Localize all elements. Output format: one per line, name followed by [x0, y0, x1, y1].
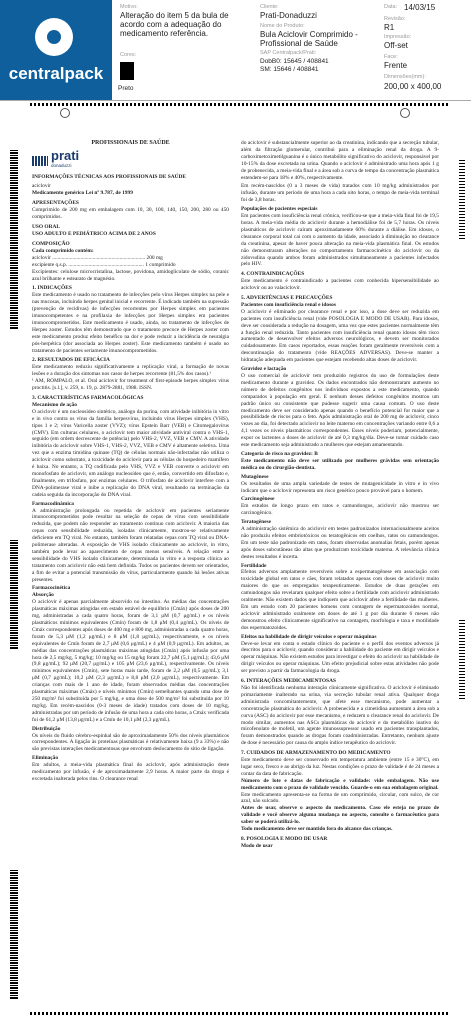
alcance-criancas-text: Todo medicamento deve ser mantido fora do alcance das crianças. [241, 826, 393, 833]
fertilidade-heading: Fertilidade [241, 562, 267, 569]
carcinogenese-text: Em estudos de longo prazo em ratos e camundongos, aciclovir não mostrou ser carcinogênico. [241, 503, 439, 517]
side-barcode-bottom [10, 870, 18, 1000]
revisao-label: Revisão: [384, 16, 406, 22]
prati-logo [32, 147, 229, 170]
aspecto-text: Este medicamento apresenta-se na forma de um comprimido, circular, com sulco, de cor azul, não sulcado. [241, 791, 439, 805]
interacoes-text: Não foi identificada nenhuma interação clinicamente significativa. O aciclovir é eliminado primariamente inalterado na urina, via secreção tubular renal ativa. Qualquer droga administrada concomitantemente, que afete esse mecanismo, pode aumentar a concentração plasmática do aciclovir. A probenecida e a cimetidina aumentam a área sob a curva (ASC) do aciclovir por esse mecanismo, e reduzem o clearance renal do aciclovir. De modo similar, aumentos nas ASCs plasmáticas do aciclovir e do metabólito inativo do micofenolato de mofetil, um agente imunossupressor usado em pacientes transplantados, foram demonstrados quando as drogas foram coadministradas. Entretanto, nenhum ajuste de dose é necessário por causa do amplo índice terapêutico do aciclovir. [241, 684, 439, 747]
eliminacao-text: Em adultos, a meia-vida plasmática final do aciclovir, após administração deste medicamento por infusão, é de aproximadamente 2,9 horas. A maior parte da droga é excretada inalterada pelos rins. O clearance renal [32, 762, 229, 782]
eficacia-reference: ¹ AM, ROMPALO, et al. Oral aciclovir for treatment of first-episode herpes simplex virus proctitis. [s.l.], v. 259, n. 19, p. 2879-2881, 1988. ISSN. [32, 378, 229, 392]
sap-label: SAP Centralpack/Prati: [260, 50, 317, 56]
insuficiencia-renal-text: O aciclovir é eliminado por clearance renal e por isso, a dose deve ser reduzida em pacientes com insuficiência renal (vide POSOLOGIA E MODO DE USAR). Para idosos, deve ser considerada a redução na dosagem, uma vez que estes pacientes normalmente têm a função renal reduzida. Tanto pacientes com insuficiência renal quanto idosos têm risco aumentado de desenvolver efeitos adversos neurológicos, e devem ser monitorados cuidadosamente. Em casos reportados, essas reações foram geralmente reversíveis com a descontinuação do tratamento (vide REAÇÕES ADVERSAS). Deve-se manter a hidratação adequada em pacientes que estejam recebendo altas doses de aciclovir. [241, 308, 439, 364]
populacoes-text: Em pacientes com insuficiência renal crônica, verificou-se que a meia-vida final foi de 19,5 horas. A meia-vida média do aciclovir durante a hemodiálise foi de 5,7 horas. Os níveis plasmáticos de aciclovir caíram aproximadamente 60% durante a diálise. Em idosos, o clearance corporal total cai com o aumento da idade, associado à diminuição no clearance da creatinina, apesar de haver pouca alteração na meia-vida plasmática final. Os estudos não demonstraram alterações no comportamento farmacocinético do aciclovir ou da zidovudina quando ambos foram administrados simultaneamente a pacientes infectados pelo HIV. [241, 213, 439, 268]
data-value: 14/03/15 [404, 3, 436, 12]
impressao-value: Off-set [384, 41, 408, 50]
modo-usar-heading: Modo de usar [241, 842, 273, 849]
posologia-heading: 8. POSOLOGIA E MODO DE USAR [241, 836, 328, 842]
motivo-label: Motivo: [120, 4, 138, 10]
teratogenese-text: A administração sistêmica do aciclovir em testes padronizados internacionalmente aceitos não produziu efeitos embriotóxicos ou teratogênicos em coelhos, ratos ou camundongos. Em um teste não padronizado em ratos, foram observadas anomalias fetais, porém apenas após doses subcutâneas tão altas que produziram toxicidade materna. A relevância clínica destes resultados é incerta. [241, 526, 439, 560]
info-title: INFORMAÇÕES TÉCNICAS AOS PROFISSIONAIS DE SAÚDE [32, 173, 187, 180]
armazenamento-text: Este medicamento deve ser conservado em temperatura ambiente (entre 15 e 30°C), em lugar seco, fresco e ao abrigo da luz. Nestas condições o prazo de validade é de 24 meses a contar da data de fabricação. [241, 757, 439, 777]
carcinogenese-heading: Carcinogênese [241, 496, 275, 503]
populacoes-heading: Populações de pacientes especiais [241, 206, 318, 213]
composicao-line-2: excipiente q.s.p. ........................................................ 1 comprimido [32, 261, 176, 268]
uso-adulto-text: USO ADULTO E PEDIÁTRICO ACIMA DE 2 ANOS [32, 231, 156, 238]
print-control-bar-bottom [30, 1012, 450, 1015]
dimensoes-label: Dimensões(mm): [384, 74, 426, 80]
farmacocinetica-heading: Farmacocinética [32, 585, 71, 592]
indicacoes-text: Este medicamento é usado no tratamento de infecções pelo vírus Herpes simplex na pele e nas mucosas, incluindo herpes genital inicial e recorrente. É indicado também na supressão (prevenção de recidivas) de infecções recorrentes por Herpes simplex em pacientes imunocompetentes e na profilaxia de infecções por Herpes simplex em pacientes imunocomprometidos. Este medicamento é usado, ainda, no tratamento de infecções de Herpes zoster. Estudos têm demonstrado que o tratamento precoce de Herpes zoster com este medicamento produz efeito benéfico na dor e pode reduzir a incidência de neuralgia pós-herpética (dor associada ao Herpes zoster). Este medicamento também é usado no tratamento de pacientes seriamente imunocomprometidos. [32, 292, 229, 354]
sap-value-2: SM: 15646 / 408841 [260, 66, 319, 73]
sap-value-1: DobB0: 15645 / 408841 [260, 58, 329, 65]
teratogenese-heading: Teratogênese [241, 519, 272, 526]
side-barcode-top [10, 150, 18, 330]
registration-mark-icon [60, 108, 70, 118]
cliente-value: Prati-Donaduzzi [260, 11, 317, 20]
fertilidade-text: Efeitos adversos amplamente reversíveis sobre a espermatogênese em associação com toxicidade global em ratos e cães, foram relatados apenas com doses de aciclovir muito maiores do que os empregados terapeuticamente. Estudos de duas gerações em camundongos não revelaram qualquer efeito sobre a fertilidade com aciclovir administrado oralmente. Não existem dados que indiquem que aciclovir afete a fertilidade das mulheres. Em um estudo com 20 pacientes homens com contagem de espermatozoides normal, aciclovir administrado oralmente em doses de até 1 g por dia durante 6 meses não demonstrou efeito clinicamente significativo na contagem, morfologia e taxa e motilidade dos espermatozoides. [241, 569, 439, 631]
produto-value: Bula Aciclovir Comprimido - Profissional de Saúde [260, 30, 358, 48]
print-control-bar-top [30, 103, 450, 106]
gravidez-heading: Gravidez e lactação [241, 366, 287, 373]
apresentacoes-text: Comprimido de 200 mg em embalagem com 10, 30, 100, 140, 150, 200, 280 ou 450 comprimidos. [32, 207, 229, 221]
eficacia-text: Este medicamento reduziu significativamente a replicação viral, a formação de novas lesões e a duração dos sintomas nos casos de herpes recorrente (81,5% dos casos).¹ [32, 364, 229, 378]
audience-title: PROFISSIONAIS DE SAÚDE [91, 140, 170, 146]
composicao-excipients: Excipientes: celulose microcristalina, lactose, povidona, amidoglicolato de sódio, coranic azul brilhante e estearato de magnésio. [32, 268, 229, 282]
color-swatch [120, 62, 134, 80]
contraindicacoes-heading: 4. CONTRAINDICAÇÕES [241, 271, 305, 278]
categoria-risco-text: Este medicamento não deve ser utilizado por mulheres grávidas sem orientação médica ou do cirurgião-dentista. [241, 457, 439, 471]
clearance-text: do aciclovir é substancialmente superior ao da creatinina, indicando que a secreção tubular, além da filtração glomerular, contribui para a eliminação renal da droga. A 9-carboximetoximetilguanina é o único metabólito significativo do aciclovir, responsável por 10-15% da dose excretada na urina. Quando o aciclovir é administrado uma hora após 1 g de probenecida, a meia-vida final e a área sob a curva de tempo da concentração plasmática estendem-se para 18% e 40%, respectivamente. [241, 140, 439, 181]
registration-mark-icon [400, 108, 410, 118]
distribuicao-heading: Distribuição [32, 725, 61, 732]
composicao-line-1: aciclovir ..................................................................... 200 mg [32, 254, 163, 261]
centralpack-logo-icon [35, 18, 73, 56]
produto-label: Nome do Produto: [260, 23, 305, 29]
drug-name: aciclovir [32, 182, 51, 189]
side-bar-right-bottom [459, 620, 465, 700]
observe-aspecto-text: Antes de usar, observe o aspecto do medicamento. Caso ele esteja no prazo de validade e você observe alguma mudança no aspecto, consulte o farmacêutico para saber se poderá utilizá-lo. [241, 805, 439, 826]
gravidez-text: O uso comercial de aciclovir tem produzido registros do uso de formulações deste medicamento durante a gravidez. Os dados encontrados não demonstraram aumento no número de defeitos congênitos nos indivíduos expostos a este medicamento, quando comparados à população em geral. E nenhum desses defeitos congênitos mostrou um padrão único ou consistente que pudesse sugerir uma causa comum. O uso deste medicamento deve ser considerado apenas quando o benefício potencial for maior que a possibilidade de riscos para o feto. Após administração oral de 200 mg de aciclovir, cinco vezes ao dia, foi detectado aciclovir no leite materno em concentrações variando entre 0,6 a 4,1 vezes os níveis plasmáticos correspondentes. Esses níveis poderiam, potencialmente, expor os lactentes a doses de aciclovir de até 0,3 mg/kg/dia. Deve-se tomar cuidado caso este medicamento seja administrado a mulheres que estejam amamentando. [241, 373, 439, 449]
uso-oral-heading: USO ORAL [32, 224, 61, 231]
mecanismo-heading: Mecanismo de ação [32, 401, 77, 408]
composicao-heading: COMPOSIÇÃO [32, 240, 70, 247]
revisao-value: R1 [384, 23, 395, 32]
dimensoes-value: 200,00 x 400,00 [384, 82, 442, 91]
job-header [0, 0, 471, 101]
insuficiencia-renal-heading: Pacientes com insuficiência renal e idosos [241, 301, 336, 308]
data-label: Data: [384, 4, 398, 10]
interacoes-heading: 6. INTERAÇÕES MEDICAMENTOSAS [241, 678, 337, 685]
mutagenese-heading: Mutagênese [241, 473, 269, 480]
composicao-sub: Cada comprimido contém: [32, 247, 94, 254]
impressao-label: Impressão: [384, 34, 412, 40]
cor-value: Preto [118, 85, 134, 92]
armazenamento-heading: 7. CUIDADOS DE ARMAZENAMENTO DO MEDICAMENTO [241, 750, 391, 757]
absorcao-text: O aciclovir é apenas parcialmente absorvido no intestino. As médias das concentrações plasmáticas máximas atingidas em estado estável de equilíbrio (Cmáx) após doses de 200 mg, administradas a cada quatro horas, foram de 3,1 μM (0,7 μg/mL) e os níveis plasmáticos mínimos equivalentes (Cmín) foram de 1,8 μM (0,4 μg/mL). Os níveis de Cmáx correspondentes após doses de 400 mg e 800 mg, administradas a cada quatro horas, foram de 5,3 μM (1,2 μg/mL) e 8 μM (1,8 μg/mL), respectivamente, e os níveis equivalentes de Cmín foram de 2,7 μM (0,6 μg/mL) e 4 μM (0,9 μg/mL). Em adultos, as médias das concentrações plasmáticas máximas atingidas (Cmáx) após infusão por uma hora de 2,5 mg/kg, 5 mg/kg; 10 mg/kg ou 15 mg/kg foram 22,7 μM (5,1 μg/mL); 43,6 μM (9,8 μg/mL); 92 μM (20,7 μg/mL) e 105 μM (23,6 μg/mL), respectivamente. Os níveis mínimos equivalentes (Cmín), sete horas mais tarde, foram de 2,2 μM (0,5 μg/mL); 3,1 μM (0,7 μg/mL); 10,2 μM (2,3 μg/mL) e 8,8 μM (2,0 μg/mL), respectivamente. Em crianças com mais de 1 ano de idade, foram observados médias das concentrações plasmáticas máximas (Cmáx) e níveis mínimos (Cmín) semelhantes quando uma dose de 250 mg/m² foi substituída por 5 mg/kg, e uma dose de 500 mg/m² foi substituída por 10 mg/kg. Em recém-nascidos (0-3 meses de idade) tratados com doses de 10 mg/kg, administradas por um período de infusão de uma hora a cada oito horas, a Cmáx verificada foi de 61,2 μM (13,8 μg/mL) e a Cmín de 10,1 μM (2,3 μg/mL). [32, 599, 229, 723]
distribuicao-text: Os níveis do fluido cérebro-espinhal são de aproximadamente 50% dos níveis plasmáticos correspondentes. A ligação às proteínas plasmáticas é relativamente baixa (9 a 33%) e não são previstas interações medicamentosas que envolvam deslocamento do sítio de ligação. [32, 732, 229, 753]
advertencias-heading: 5. ADVERTÊNCIAS E PRECAUÇÕES [241, 295, 333, 302]
absorcao-heading: Absorção [32, 592, 54, 599]
categoria-risco-heading: Categoria de risco na gravidez: B [241, 450, 318, 457]
dirigir-heading: Efeitos na habilidade de dirigir veículos e operar máquinas [241, 633, 377, 640]
cliente-label: Cliente: [260, 4, 279, 10]
indicacoes-heading: 1. INDICAÇÕES [32, 285, 72, 292]
eliminacao-heading: Eliminação [32, 755, 59, 762]
face-value: Frente [384, 61, 408, 70]
side-bar-right-top [459, 160, 465, 240]
farmacodinamica-heading: Farmacodinâmica [32, 500, 74, 507]
contraindicacoes-text: Este medicamento é contraindicado a pacientes com conhecida hipersensibilidade ao aciclovir ou ao valaciclovir. [241, 278, 439, 292]
leaflet-right-column [241, 140, 439, 850]
apresentacoes-heading: APRESENTAÇÕES [32, 200, 79, 207]
side-barcode-middle [10, 540, 18, 650]
caracteristicas-heading: 3. CARACTERÍSTICAS FARMACOLÓGICAS [32, 395, 144, 401]
farmacodinamica-text: A administração prolongada ou repetida de aciclovir em pacientes seriamente imunocomprometidos pode resultar na seleção de cepas de vírus com sensibilidade reduzida, que podem não responder ao tratamento contínuo com aciclovir. A maioria das cepas com sensibilidade reduzida, isoladas clinicamente, mostrou-se relativamente deficiente em TQ viral. No entanto, também foram relatadas cepas com TQ viral ou DNA-polimerase alteradas. A exposição de VHS isolado clinicamente ao aciclovir, in vitro, também pode levar ao aparecimento de cepas menos sensíveis. A relação entre a sensibilidade do VHS isolado clinicamente, determinada in vitro e a resposta clínica ao tratamento com aciclovir não está bem definida. Todos os pacientes devem ser orientados, a fim de evitar a potencial transmissão do vírus, particularmente quando há lesões ativas presentes. [32, 507, 229, 583]
recem-nascidos-text: Em recém-nascidos (0 a 3 meses de vida) tratados com 10 mg/kg administrados por infusão, durante um período de uma hora a cada oito horas, o tempo de meia-vida terminal foi de 3,8 horas. [241, 183, 439, 204]
lote-validade-text: Número de lote e datas de fabricação e validade: vide embalagem. Não use medicamento com o prazo de validade vencido. Guarde-o em sua embalagem original. [241, 777, 439, 791]
prati-logo-icon [32, 156, 48, 166]
brand-panel [0, 0, 112, 100]
brand-name: centralpack [8, 64, 104, 83]
mutagenese-text: Os resultados de uma ampla variedade de testes de mutagenicidade in vitro e in vivo indicam que o aciclovir representa um risco genético pouco provável para o homem. [241, 480, 439, 494]
mecanismo-text: O aciclovir é um nucleosídeo sintético, análogo da purina, com atividade inibitória in vitro e in vivo contra os vírus da família herpesvírus, incluindo vírus Herpes simplex (VHS), tipos 1 e 2; vírus Varicella zoster (VVZ); vírus Epstein Barr (VEB) e Citomegalovírus (CMV). Em culturas celulares, o aciclovir tem maior atividade antiviral contra o VHS-1, seguido (em ordem decrescente de potência) pelo VHS-2, VVZ, VEB e CMV. A atividade inibitória do aciclovir sobre VHS-1, VHS-2, VVZ, VEB e CMV é altamente seletiva. Uma vez que a enzima timidina quinase (TQ) de células normais não-infectadas não utiliza o aciclovir como substrato, a toxicidade do aciclovir para as células do hospedeiro mamífero é baixa. No entanto, a TQ codificada pelo VHS, VVZ e VEB converte o aciclovir em monofosfato de aciclovir, um análogo nucleosídeo que é, então, convertido em difosfato e, finalmente, em trifosfato, por enzimas celulares. O trifosfato de aciclovir interfere com a DNA-polimerase viral e inibe a replicação do DNA viral, resultando na terminação da cadeia seguida da incorporação do DNA viral. [32, 408, 229, 498]
eficacia-heading: 2. RESULTADOS DE EFICÁCIA [32, 357, 110, 364]
generic-line: Medicamento genérico Lei nº 9.787, de 1999 [32, 189, 133, 196]
motivo-value: Alteração do item 5 da bula de acordo com a adequação do medicamento referência. [120, 11, 229, 38]
prati-logo-sub: donaduzzi [51, 162, 72, 168]
face-label: Face: [384, 54, 398, 60]
prati-logo-word: prati [51, 147, 80, 163]
leaflet-left-column [32, 140, 229, 785]
cores-label: Cores: [120, 52, 137, 58]
dirigir-text: Deve-se levar em conta o estado clínico do paciente e o perfil dos eventos adversos já descritos para o aciclovir, quando considerar a habilidade do paciente em dirigir veículos e operar máquinas. Não existem estudos para investigar o efeito do aciclovir na habilidade de dirigir veículos ou operar máquinas. Um efeito prejudicial sobre estas atividades não pode ser previsto a partir da farmacologia da droga. [241, 640, 439, 675]
